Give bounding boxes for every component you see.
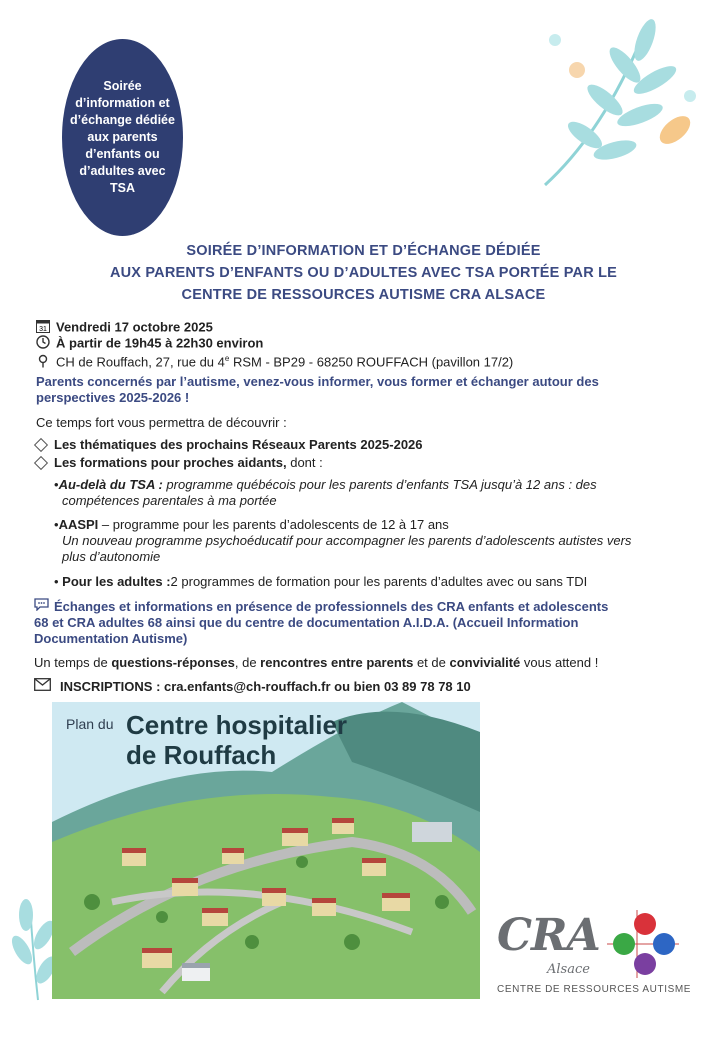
list-item-formations: Les formations pour proches aidants, dont : bbox=[34, 455, 323, 471]
decorative-leaf-top bbox=[535, 10, 725, 200]
cra-logo-wordmark: CRA bbox=[497, 910, 600, 961]
exchanges-text: Échanges et informations en présence de professionnels des CRA enfants et adolescents 68 et CRA adultes 68 ainsi que du centre de documentation A.I.D.A. (Accueil Information Documentation Autisme) bbox=[34, 599, 609, 646]
event-time: À partir de 19h45 à 22h30 environ bbox=[36, 335, 263, 353]
event-badge-text: Soirée d’information et d’échange dédiée aux parents d’enfants ou d’adultes avec TSA bbox=[70, 79, 175, 195]
diamond-bullet-icon bbox=[34, 438, 48, 452]
discover-text: Ce temps fort vous permettra de découvrir : bbox=[36, 415, 287, 430]
list-item-reseaux: Les thématiques des prochains Réseaux Parents 2025-2026 bbox=[34, 437, 423, 453]
title-line-3: CENTRE DE RESSOURCES AUTISME CRA ALSACE bbox=[181, 287, 546, 303]
event-date: 31 Vendredi 17 octobre 2025 bbox=[36, 319, 213, 337]
hospital-map bbox=[52, 702, 480, 999]
title-line-2: AUX PARENTS D’ENFANTS OU D’ADULTES AVEC TSA PORTÉE PAR LE bbox=[109, 265, 618, 281]
intro-text: Parents concernés par l’autisme, venez-vous informer, vous former et échanger autour des perspectives 2025-2026 ! bbox=[36, 374, 599, 405]
location-pin-icon bbox=[36, 354, 56, 372]
cra-logo-region: Alsace bbox=[547, 962, 590, 977]
program-tsa: •Au-delà du TSA : programme québécois pour les parents d’enfants TSA jusqu’à 12 ans : des compétences parentales à ma portée bbox=[54, 477, 597, 508]
program-adults: • Pour les adultes :2 programmes de formation pour les parents d’adultes avec ou sans TDI bbox=[54, 574, 588, 589]
svg-text:31: 31 bbox=[39, 326, 47, 333]
inscriptions: INSCRIPTIONS : cra.enfants@ch-rouffach.fr ou bien 03 89 78 78 10 bbox=[34, 678, 471, 695]
cra-logo-dots-icon bbox=[607, 910, 679, 978]
map-plan-du: Plan du bbox=[66, 716, 114, 732]
map-title-line2: de Rouffach bbox=[126, 740, 277, 770]
page-title bbox=[20, 240, 707, 306]
program-aaspi: •AASPI – programme pour les parents d’adolescents de 12 à 17 ans Un nouveau programme psychoéducatif pour accompagner les parents d’adolescents autistes vers plus d’autonomie bbox=[54, 517, 632, 564]
event-place: CH de Rouffach, 27, rue du 4e RSM - BP29 - 68250 ROUFFACH (pavillon 17/2) bbox=[36, 351, 513, 372]
diamond-bullet-icon bbox=[34, 456, 48, 470]
title-line-1: SOIRÉE D’INFORMATION ET D’ÉCHANGE DÉDIÉE bbox=[186, 243, 541, 259]
chat-icon bbox=[34, 598, 54, 615]
cra-logo-subtitle: CENTRE DE RESSOURCES AUTISME bbox=[497, 984, 692, 995]
map-title-line1: Centre hospitalier bbox=[126, 710, 348, 740]
event-badge bbox=[62, 39, 183, 236]
envelope-icon bbox=[34, 678, 60, 695]
cra-logo bbox=[495, 908, 692, 1003]
closing-text: Un temps de questions-réponses, de rencontres entre parents et de convivialité vous attend ! bbox=[34, 655, 599, 670]
